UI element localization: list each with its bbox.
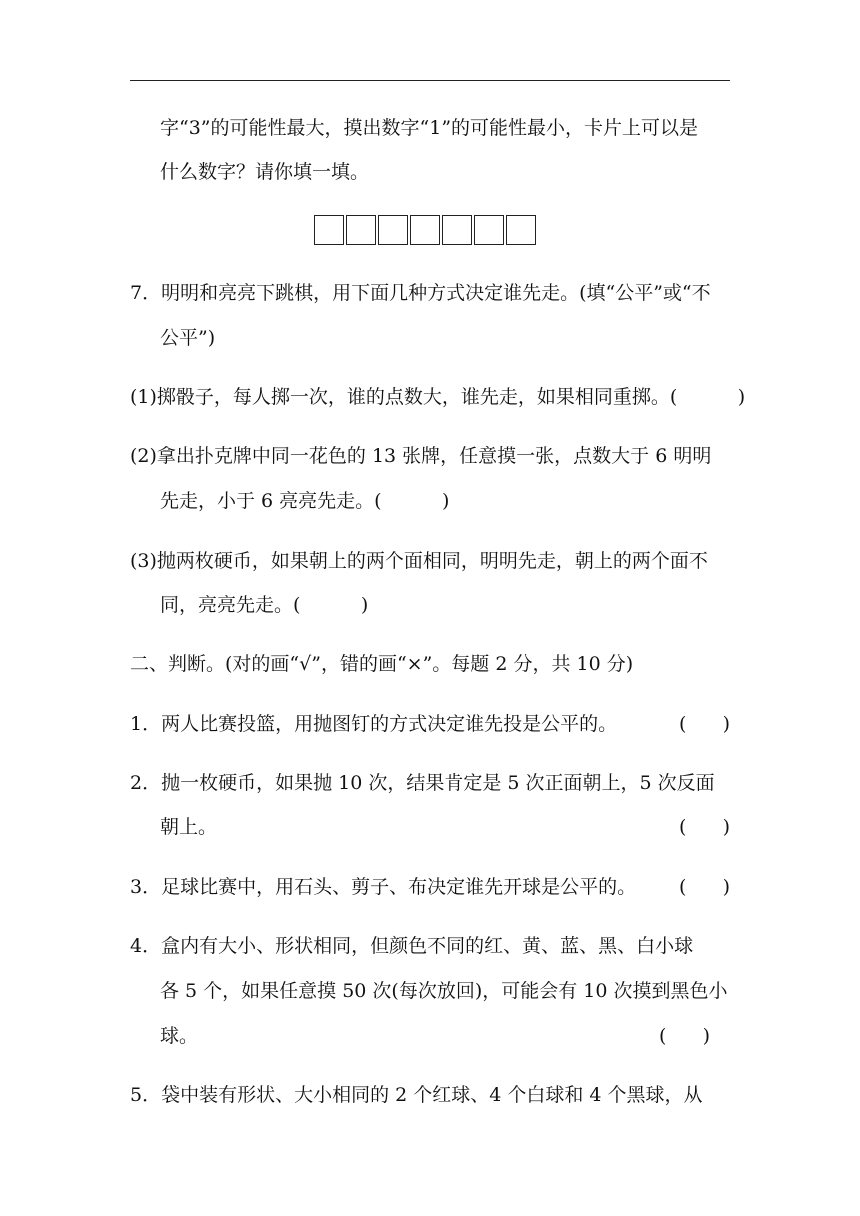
q7-sub2-text: (2)拿出扑克牌中同一花色的 13 张牌，任意摸一张，点数大于 6 明明 — [130, 445, 712, 467]
answer-box[interactable] — [506, 215, 536, 245]
q7-sub3-text-cont — [160, 593, 730, 617]
judge-item-3-text: 3．足球比赛中，用石头、剪子、布决定谁先开球是公平的。 — [130, 876, 637, 898]
question-7-text-cont: 公平”) — [160, 327, 216, 349]
judge-item-4-text: 4．盒内有大小、形状相同，但颜色不同的红、黄、蓝、黑、白小球 — [130, 935, 694, 957]
q7-sub3-text: (3)抛两枚硬币，如果朝上的两个面相同，明明先走，朝上的两个面不 — [130, 550, 708, 572]
q7-sub3-text-cont-label: 同，亮亮先走。 — [160, 594, 294, 616]
judge-item-2-answer-blank[interactable]: ( ) — [678, 816, 730, 838]
answer-box[interactable] — [442, 215, 472, 245]
answer-box[interactable] — [346, 215, 376, 245]
answer-box[interactable] — [314, 215, 344, 245]
judge-item-4-text-end: 球。 — [160, 1025, 199, 1047]
judge-item-4-cont — [160, 1024, 710, 1048]
answer-box-row — [314, 215, 538, 245]
q7-sub2-answer-blank[interactable]: ( ) — [374, 490, 450, 512]
answer-box[interactable] — [378, 215, 408, 245]
section-2-heading: 二、判断。(对的画“√”，错的画“×”。每题 2 分，共 10 分) — [130, 653, 634, 675]
q7-sub1-text: (1)掷骰子，每人掷一次，谁的点数大，谁先走，如果相同重掷。 — [130, 386, 670, 408]
judge-item-4-text-cont: 各 5 个，如果任意摸 50 次(每次放回)，可能会有 10 次摸到黑色小 — [160, 980, 728, 1002]
judge-item-3 — [130, 875, 730, 899]
judge-item-1-text: 1．两人比赛投篮，用抛图钉的方式决定谁先投是公平的。 — [130, 713, 618, 735]
judge-item-3-answer-blank[interactable]: ( ) — [678, 876, 730, 898]
judge-item-1-answer-blank[interactable]: ( ) — [678, 713, 730, 735]
q7-sub2-text-cont-label: 先走，小于 6 亮亮先走。 — [160, 490, 375, 512]
answer-box[interactable] — [410, 215, 440, 245]
question-text-line: 什么数字？请你填一填。 — [160, 161, 370, 183]
q7-sub1 — [130, 385, 746, 409]
question-text-line: 字“3”的可能性最大，摸出数字“1”的可能性最小，卡片上可以是 — [160, 117, 699, 139]
q7-sub1-answer-blank[interactable]: ( ) — [669, 386, 746, 408]
q7-sub3-answer-blank[interactable]: ( ) — [293, 594, 369, 616]
judge-item-2-text-cont: 朝上。 — [160, 816, 218, 838]
question-7-text: 7．明明和亮亮下跳棋，用下面几种方式决定谁先走。(填“公平”或“不 — [130, 282, 711, 304]
answer-box[interactable] — [474, 215, 504, 245]
judge-item-2-cont — [160, 815, 730, 839]
judge-item-4-answer-blank[interactable]: ( ) — [658, 1025, 710, 1047]
judge-item-2-text: 2．抛一枚硬币，如果抛 10 次，结果肯定是 5 次正面朝上，5 次反面 — [130, 772, 715, 794]
judge-item-1 — [130, 712, 730, 736]
q7-sub2-text-cont — [160, 489, 730, 513]
judge-item-5-text: 5．袋中装有形状、大小相同的 2 个红球、4 个白球和 4 个黑球，从 — [130, 1084, 703, 1106]
header-rule — [130, 80, 730, 81]
